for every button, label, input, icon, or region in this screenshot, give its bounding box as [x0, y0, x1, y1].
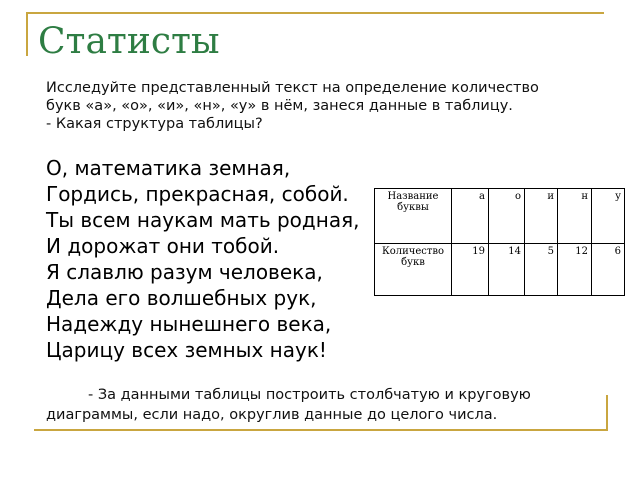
table-cell: у — [592, 189, 625, 244]
table-cell: 12 — [558, 244, 592, 296]
table-header-letter-name: Название буквы — [375, 189, 452, 244]
table-cell: н — [558, 189, 592, 244]
table-cell: 14 — [489, 244, 525, 296]
intro-line: Исследуйте представленный текст на определение количество — [46, 80, 539, 96]
table-row — [375, 244, 625, 296]
table-cell: о — [489, 189, 525, 244]
poem-line: О, математика земная, — [46, 156, 291, 180]
table-cell: 5 — [525, 244, 558, 296]
table-cell: и — [525, 189, 558, 244]
table-cell: 19 — [452, 244, 489, 296]
poem — [46, 155, 359, 363]
intro-line: букв «а», «о», «и», «н», «у» в нём, занеся данные в таблицу. — [46, 98, 513, 114]
table-header-letter-count: Количество букв — [375, 244, 452, 296]
letter-count-table — [374, 188, 625, 296]
slide-title: Статисты — [38, 21, 220, 62]
frame-left-line — [26, 12, 28, 56]
frame-right-line — [606, 395, 608, 431]
task-line: - За данными таблицы построить столбчатую и круговую — [88, 387, 531, 403]
poem-line: Гордись, прекрасная, собой. — [46, 182, 349, 206]
poem-line: Я славлю разум человека, — [46, 260, 323, 284]
table-cell: а — [452, 189, 489, 244]
poem-line: Ты всем наукам мать родная, — [46, 208, 360, 232]
table-cell: 6 — [592, 244, 625, 296]
table-row — [375, 189, 625, 244]
frame-bottom-line — [34, 429, 608, 431]
poem-line: Царицу всех земных наук! — [46, 338, 327, 362]
frame-top-line — [26, 12, 604, 14]
task-text — [46, 385, 606, 425]
intro-text — [46, 79, 606, 133]
poem-line: Надежду нынешнего века, — [46, 312, 332, 336]
poem-line: И дорожат они тобой. — [46, 234, 280, 258]
poem-line: Дела его волшебных рук, — [46, 286, 317, 310]
intro-line: - Какая структура таблицы? — [46, 116, 263, 132]
task-line: диаграммы, если надо, округлив данные до целого числа. — [46, 407, 498, 423]
